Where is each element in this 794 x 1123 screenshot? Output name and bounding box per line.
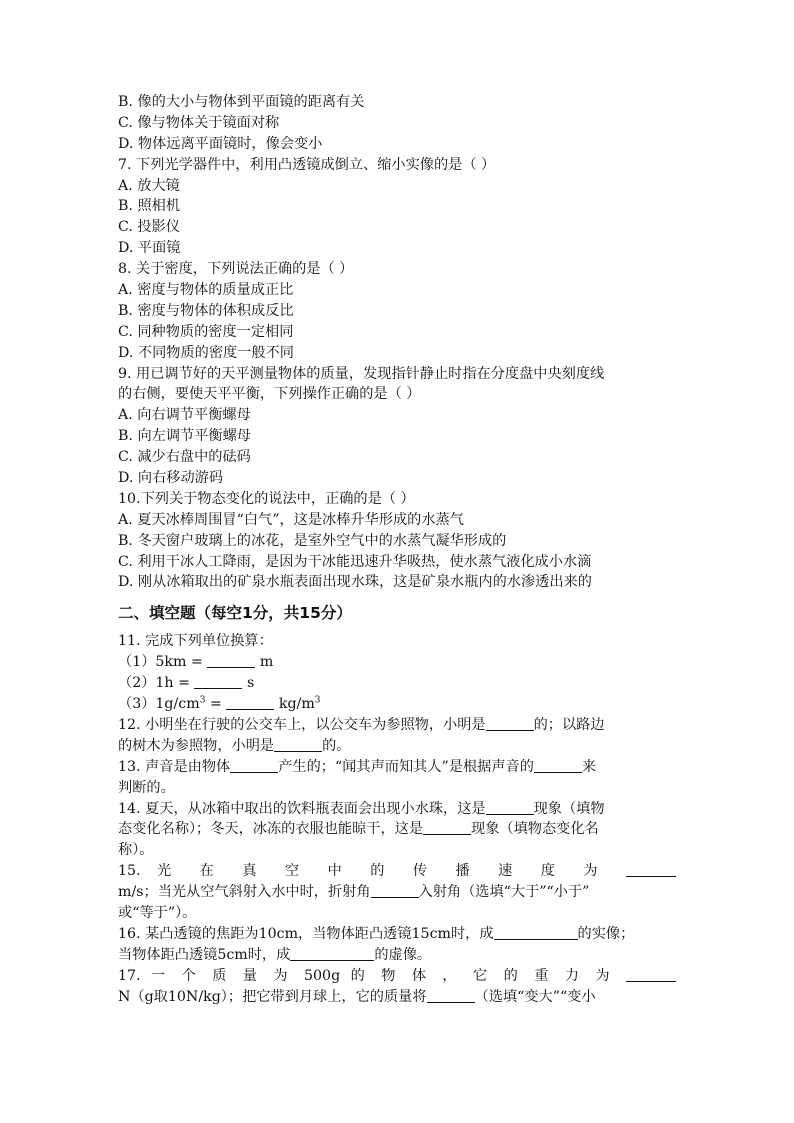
answer-blank[interactable]	[230, 758, 278, 773]
q17-text: N（g取10N/kg）；把它带到月球上，它的质量将	[118, 988, 427, 1005]
q14-text: 现象（填物态变化名	[471, 821, 599, 838]
answer-blank[interactable]	[423, 820, 471, 835]
q7-option-d: D. 平面镜	[118, 240, 181, 257]
q14-line3: 称）。	[118, 842, 154, 859]
q15-line2	[118, 882, 676, 903]
q16-text: 的实像；	[577, 925, 635, 942]
answer-blank[interactable]	[494, 925, 578, 940]
q6-option-c: C. 像与物体关于镜面对称	[118, 114, 280, 131]
answer-blank[interactable]	[371, 883, 419, 898]
q11-part2-unit: s	[242, 675, 255, 692]
answer-blank[interactable]	[626, 862, 676, 877]
q9-stem-line2: 的右侧，要使天平平衡，下列操作正确的是（ ）	[118, 386, 421, 403]
answer-blank[interactable]	[290, 946, 374, 961]
superscript: 3	[199, 695, 206, 706]
q13-text: 13. 声音是由物体	[118, 758, 231, 775]
q12-text: 的。	[322, 737, 351, 754]
q12-text: 12. 小明坐在行驶的公交车上，以公交车为参照物，小明是	[118, 716, 486, 733]
q17-text: （选填“变大”“变小	[474, 988, 596, 1005]
q14-line1	[118, 799, 676, 820]
q15-text: m/s；当光从空气斜射入水中时，折射角	[118, 884, 371, 901]
q12-line2	[118, 736, 676, 757]
q14-line2	[118, 819, 676, 840]
q15-line1	[118, 861, 676, 882]
q11-part3-unit: kg/m	[274, 696, 315, 713]
q16-text: 当物体距凸透镜5cm时，成	[118, 946, 291, 963]
q8-option-b: B. 密度与物体的体积成反比	[118, 302, 294, 319]
q11-part3-text: （3）1g/cm	[118, 696, 200, 713]
q15-text: 入射角（选填“大于”“小于”	[418, 884, 590, 901]
answer-blank[interactable]	[207, 653, 255, 668]
q17-line1	[118, 966, 676, 987]
q11-part1	[118, 652, 676, 673]
q13-text: 产生的；“闻其声而知其人”是根据声音的	[278, 758, 534, 775]
q9-option-c: C. 减少右盘中的砝码	[118, 449, 251, 466]
q11-part3	[118, 694, 676, 715]
answer-blank[interactable]	[226, 695, 274, 710]
answer-blank[interactable]	[194, 674, 242, 689]
q15-line3: 或“等于”）。	[118, 904, 197, 921]
page-content	[118, 92, 676, 1007]
q7-option-c: C. 投影仪	[118, 219, 180, 236]
q9-option-b: B. 向左调节平衡螺母	[118, 428, 251, 445]
q6-option-b: B. 像的大小与物体到平面镜的距离有关	[118, 94, 365, 110]
q11-part1-unit: m	[255, 654, 274, 671]
q15-text: 15. 光 在 真 空 中 的 传 播 速 度 为	[118, 863, 610, 880]
q8-option-c: C. 同种物质的密度一定相同	[118, 323, 294, 340]
q13-line2: 判断的。	[118, 779, 175, 796]
q6-option-d: D. 物体远离平面镜时，像会变小	[118, 135, 323, 152]
answer-blank[interactable]	[486, 800, 534, 815]
q16-text: 的虚像。	[374, 946, 432, 963]
q7-option-a: A. 放大镜	[118, 177, 180, 194]
q10-option-b: B. 冬天窗户玻璃上的冰花，是室外空气中的水蒸气凝华形成的	[118, 532, 507, 549]
q11-part2	[118, 673, 676, 694]
q11-part1-text: （1）5km =	[118, 654, 208, 671]
q9-option-d: D. 向右移动游码	[118, 470, 224, 487]
answer-blank[interactable]	[486, 716, 534, 731]
q16-line2	[118, 945, 676, 966]
q8-stem: 8. 关于密度，下列说法正确的是（ ）	[118, 261, 354, 278]
q10-option-a: A. 夏天冰棒周围冒“白气”，这是冰棒升华形成的水蒸气	[118, 511, 464, 528]
q8-option-a: A. 密度与物体的质量成正比	[118, 282, 294, 299]
q11-part3-eq: =	[205, 696, 227, 713]
q13-line1	[118, 757, 676, 778]
q7-stem: 7. 下列光学器件中，利用凸透镜成倒立、缩小实像的是（ ）	[118, 156, 496, 173]
q10-stem: 10.下列关于物态变化的说法中，正确的是（ ）	[118, 490, 415, 507]
q10-option-d: D. 刚从冰箱取出的矿泉水瓶表面出现水珠，这是矿泉水瓶内的水渗透出来的	[118, 574, 592, 591]
q16-text: 16. 某凸透镜的焦距为10cm，当物体距凸透镜15cm时，成	[118, 925, 494, 942]
q17-line2	[118, 987, 676, 1008]
q14-text: 态变化名称）；冬天，冰冻的衣服也能晾干，这是	[118, 821, 424, 838]
q17-text: 17. 一 个 质 量 为 500g 的 物 体 ， 它 的 重 力 为	[118, 967, 616, 984]
answer-blank[interactable]	[626, 967, 676, 982]
q12-line1	[118, 715, 676, 736]
q14-text: 14. 夏天，从冰箱中取出的饮料瓶表面会出现小水珠，这是	[118, 800, 486, 817]
q14-text: 现象（填物	[533, 800, 605, 817]
q11-part2-text: （2）1h =	[118, 675, 195, 692]
q12-text: 的树木为参照物，小明是	[118, 737, 275, 754]
q9-option-a: A. 向右调节平衡螺母	[118, 407, 251, 424]
q7-option-b: B. 照相机	[118, 198, 181, 215]
q11-stem: 11. 完成下列单位换算：	[118, 633, 273, 650]
answer-blank[interactable]	[427, 988, 475, 1003]
answer-blank[interactable]	[534, 758, 582, 773]
section-title-fill-blank: 二、填空题（每空1分，共15分）	[118, 604, 352, 623]
answer-blank[interactable]	[274, 737, 322, 752]
q8-option-d: D. 不同物质的密度一般不同	[118, 344, 294, 361]
q16-line1	[118, 924, 676, 945]
superscript: 3	[314, 695, 321, 706]
q12-text: 的；以路边	[533, 716, 605, 733]
q13-text: 来	[581, 758, 597, 775]
q9-stem-line1: 9. 用已调节好的天平测量物体的质量，发现指针静止时指在分度盘中央刻度线	[118, 365, 605, 382]
q10-option-c: C. 利用干冰人工降雨，是因为干冰能迅速升华吸热，使水蒸气液化成小水滴	[118, 553, 592, 570]
